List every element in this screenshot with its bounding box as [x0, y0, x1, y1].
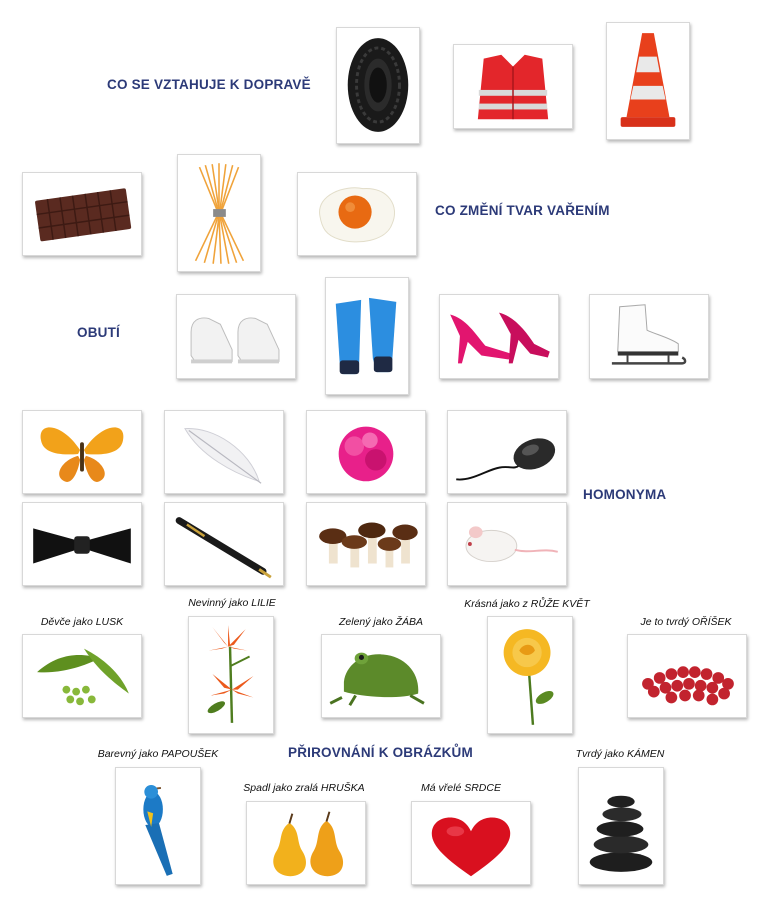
card-pears[interactable] [246, 801, 366, 885]
mushrooms-icon [307, 503, 425, 585]
card-white-mouse[interactable] [447, 502, 567, 586]
high-heels-icon [440, 295, 558, 378]
card-flippers[interactable] [325, 277, 409, 395]
caption-hruska: Spadl jako zralá HRUŠKA [243, 782, 365, 794]
card-egg[interactable] [297, 172, 417, 256]
heading-homonyms: HOMONYMA [583, 487, 667, 502]
pea-pod-icon [23, 635, 141, 717]
card-chocolate[interactable] [22, 172, 142, 256]
fried-egg-icon [298, 173, 416, 255]
card-tire[interactable] [336, 27, 420, 144]
caption-lilie: Nevinný jako LILIE [188, 597, 276, 609]
card-vest[interactable] [453, 44, 573, 129]
heading-comparisons: PŘIROVNÁNÍ K OBRÁZKŮM [288, 745, 473, 760]
card-mushrooms[interactable] [306, 502, 426, 586]
card-sponge[interactable] [306, 410, 426, 494]
caption-ruze: Krásná jako z RŮŽE KVĚT [464, 598, 590, 610]
heart-icon [412, 802, 530, 884]
caption-zaba: Zelený jako ŽÁBA [338, 616, 424, 628]
bath-sponge-icon [307, 411, 425, 493]
card-cone[interactable] [606, 22, 690, 140]
card-butterfly[interactable] [22, 410, 142, 494]
chocolate-bar-icon [23, 173, 141, 255]
lily-flower-icon [189, 617, 273, 733]
card-computer-mouse[interactable] [447, 410, 567, 494]
ice-skate-icon [590, 295, 708, 378]
computer-mouse-icon [448, 411, 566, 493]
frog-icon [322, 635, 440, 717]
white-shoes-icon [177, 295, 295, 378]
caption-orisek: Je to tvrdý OŘÍŠEK [640, 616, 732, 628]
feather-icon [165, 411, 283, 493]
reflective-vest-icon [454, 45, 572, 128]
heading-transport: CO SE VZTAHUJE K DOPRAVĚ [107, 77, 311, 92]
card-skate[interactable] [589, 294, 709, 379]
card-feather[interactable] [164, 410, 284, 494]
card-sneakers[interactable] [176, 294, 296, 379]
caption-papousek: Barevný jako PAPOUŠEK [97, 748, 219, 760]
card-spaghetti[interactable] [177, 154, 261, 272]
card-rose[interactable] [487, 616, 573, 734]
card-stones[interactable] [578, 767, 664, 885]
card-heart[interactable] [411, 801, 531, 885]
heading-footwear: OBUTÍ [77, 325, 120, 340]
heading-cooking: CO ZMĚNÍ TVAR VAŘENÍM [435, 203, 610, 218]
parrot-icon [116, 768, 200, 884]
card-parrot[interactable] [115, 767, 201, 885]
caption-kamen: Tvrdý jako KÁMEN [575, 748, 665, 760]
bow-tie-icon [23, 503, 141, 585]
caption-lusk: Děvče jako LUSK [40, 616, 124, 628]
yellow-rose-icon [488, 617, 572, 733]
card-bowtie[interactable] [22, 502, 142, 586]
pen-icon [165, 503, 283, 585]
card-lily[interactable] [188, 616, 274, 734]
card-nuts[interactable] [627, 634, 747, 718]
butterfly-icon [23, 411, 141, 493]
tire-icon [337, 28, 419, 143]
traffic-cone-icon [607, 23, 689, 139]
stacked-stones-icon [579, 768, 663, 884]
card-pen[interactable] [164, 502, 284, 586]
card-frog[interactable] [321, 634, 441, 718]
nuts-icon [628, 635, 746, 717]
card-peas[interactable] [22, 634, 142, 718]
flippers-icon [326, 278, 408, 394]
spaghetti-icon [178, 155, 260, 271]
caption-srdce: Má vřelé SRDCE [421, 782, 501, 794]
white-mouse-icon [448, 503, 566, 585]
card-heels[interactable] [439, 294, 559, 379]
pears-icon [247, 802, 365, 884]
